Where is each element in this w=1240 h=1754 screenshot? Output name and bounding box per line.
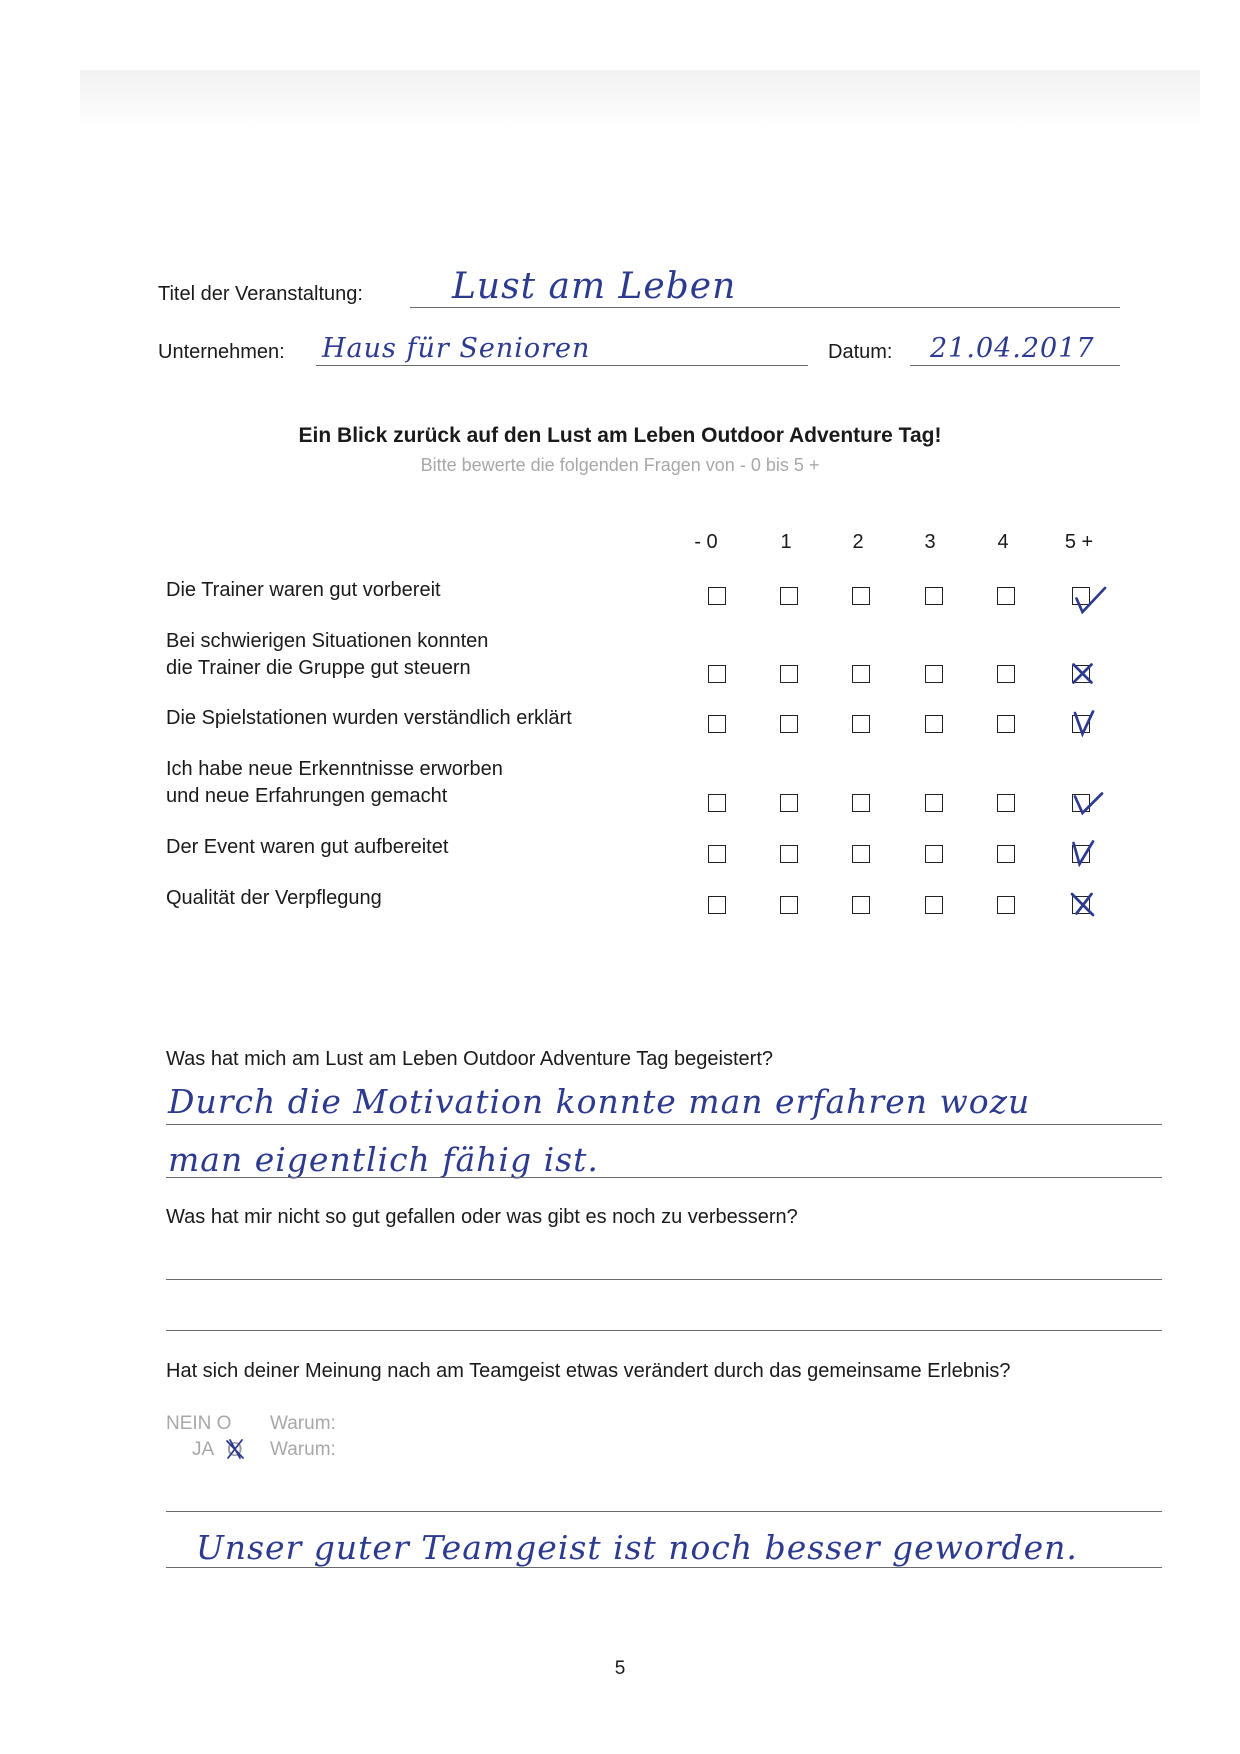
question-6-line-1: Qualität der Verpflegung: [166, 887, 382, 909]
scale-label-1: 1: [780, 531, 792, 553]
answer-enthusiasm-line-1[interactable]: Durch die Motivation konnte man erfahren wozu: [168, 1082, 1031, 1121]
option-yes-label[interactable]: JA: [192, 1439, 215, 1460]
teamspirit-line-1: [166, 1511, 1162, 1512]
scale-label-2: 2: [852, 531, 864, 553]
form-subtitle: Bitte bewerte die folgenden Fragen von - 0 bis 5 +: [420, 455, 820, 475]
question-5: [166, 834, 448, 861]
page-number: 5: [614, 1658, 626, 1679]
rating-checkbox-q3--0[interactable]: [708, 715, 726, 733]
rating-checkbox-q3-1[interactable]: [780, 715, 798, 733]
rating-checkbox-q3-3[interactable]: [925, 715, 943, 733]
question-2: [166, 628, 488, 682]
form-title: Ein Blick zurück auf den Lust am Leben Outdoor Adventure Tag!: [298, 424, 942, 447]
event-title-line: [410, 307, 1120, 308]
rating-checkbox-q6-3[interactable]: [925, 896, 943, 914]
rating-checkbox-q4--0[interactable]: [708, 794, 726, 812]
cross-mark-icon: [224, 1438, 246, 1460]
rating-checkbox-q2-4[interactable]: [997, 665, 1015, 683]
rating-checkbox-q1-1[interactable]: [780, 587, 798, 605]
rating-checkbox-q5--0[interactable]: [708, 845, 726, 863]
rating-checkbox-q1-3[interactable]: [925, 587, 943, 605]
improvements-line-1[interactable]: [166, 1279, 1162, 1280]
rating-checkbox-q1-2[interactable]: [852, 587, 870, 605]
question-improvements: Was hat mir nicht so gut gefallen oder was gibt es noch zu verbessern?: [166, 1206, 798, 1228]
rating-checkbox-q2--0[interactable]: [708, 665, 726, 683]
question-2-line-1: Bei schwierigen Situationen konnten: [166, 630, 489, 652]
rating-checkbox-q6-4[interactable]: [997, 896, 1015, 914]
company-line: [316, 365, 808, 366]
check-mark-icon: [1069, 710, 1099, 740]
rating-checkbox-q5-2[interactable]: [852, 845, 870, 863]
rating-checkbox-q2-5+[interactable]: [1072, 665, 1090, 683]
check-mark-icon: [1069, 891, 1099, 921]
scale-label-minus0: - 0: [694, 531, 718, 553]
question-enthusiasm: Was hat mich am Lust am Leben Outdoor Adventure Tag begeistert?: [166, 1048, 774, 1070]
answer-teamspirit[interactable]: Unser guter Teamgeist ist noch besser geworden.: [196, 1528, 1078, 1567]
date-value[interactable]: 21.04.2017: [930, 333, 1095, 364]
why-label-yes: Warum:: [270, 1439, 336, 1460]
rating-checkbox-q3-5+[interactable]: [1072, 715, 1090, 733]
date-line: [910, 365, 1120, 366]
rating-checkbox-q3-2[interactable]: [852, 715, 870, 733]
question-4-line-1: Ich habe neue Erkenntnisse erworben: [166, 758, 503, 780]
teamspirit-line-2: [166, 1567, 1162, 1568]
scale-label-4: 4: [997, 531, 1009, 553]
rating-checkbox-q2-3[interactable]: [925, 665, 943, 683]
check-mark-icon: [1069, 789, 1099, 819]
answer-enthusiasm-line-2[interactable]: man eigentlich fähig ist.: [168, 1140, 599, 1179]
date-label: Datum:: [828, 341, 893, 363]
rating-checkbox-q4-5+[interactable]: [1072, 794, 1090, 812]
company-value[interactable]: Haus für Senioren: [322, 333, 591, 364]
rating-checkbox-q5-1[interactable]: [780, 845, 798, 863]
question-6: [166, 885, 382, 912]
option-yes-cross-mark[interactable]: [224, 1438, 246, 1460]
question-4-line-2: und neue Erfahrungen gemacht: [166, 785, 448, 807]
answer-line-2: [166, 1177, 1162, 1178]
rating-checkbox-q3-4[interactable]: [997, 715, 1015, 733]
question-teamspirit: Hat sich deiner Meinung nach am Teamgeist etwas verändert durch das gemeinsame Erlebnis?: [166, 1360, 1011, 1382]
rating-checkbox-q2-2[interactable]: [852, 665, 870, 683]
svg-text:O: O: [227, 1439, 243, 1460]
check-mark-icon: [1069, 660, 1099, 690]
question-3-line-1: Die Spielstationen wurden verständlich erklärt: [166, 707, 572, 729]
company-label: Unternehmen:: [158, 341, 285, 363]
rating-checkbox-q4-1[interactable]: [780, 794, 798, 812]
option-no-label[interactable]: NEIN O: [166, 1413, 232, 1434]
event-title-label: Titel der Veranstaltung:: [158, 283, 363, 305]
rating-checkbox-q2-1[interactable]: [780, 665, 798, 683]
improvements-line-2[interactable]: [166, 1330, 1162, 1331]
question-4: [166, 756, 503, 810]
question-5-line-1: Der Event waren gut aufbereitet: [166, 836, 449, 858]
rating-checkbox-q4-4[interactable]: [997, 794, 1015, 812]
question-3: [166, 705, 572, 732]
rating-checkbox-q6-1[interactable]: [780, 896, 798, 914]
rating-checkbox-q5-4[interactable]: [997, 845, 1015, 863]
check-mark-icon: [1069, 582, 1099, 612]
rating-checkbox-q6-2[interactable]: [852, 896, 870, 914]
rating-checkbox-q1-5+[interactable]: [1072, 587, 1090, 605]
rating-checkbox-q5-3[interactable]: [925, 845, 943, 863]
scale-label-3: 3: [924, 531, 936, 553]
rating-checkbox-q6--0[interactable]: [708, 896, 726, 914]
question-2-line-2: die Trainer die Gruppe gut steuern: [166, 657, 471, 679]
rating-checkbox-q1-4[interactable]: [997, 587, 1015, 605]
rating-checkbox-q6-5+[interactable]: [1072, 896, 1090, 914]
question-1-line-1: Die Trainer waren gut vorbereit: [166, 579, 441, 601]
check-mark-icon: [1069, 840, 1099, 870]
event-title-value[interactable]: Lust am Leben: [452, 266, 737, 307]
rating-checkbox-q5-5+[interactable]: [1072, 845, 1090, 863]
why-label-no: Warum:: [270, 1413, 336, 1434]
rating-checkbox-q4-3[interactable]: [925, 794, 943, 812]
answer-line-1: [166, 1124, 1162, 1125]
rating-checkbox-q4-2[interactable]: [852, 794, 870, 812]
rating-checkbox-q1--0[interactable]: [708, 587, 726, 605]
scale-label-5plus: 5 +: [1064, 531, 1094, 553]
question-1: [166, 577, 441, 604]
